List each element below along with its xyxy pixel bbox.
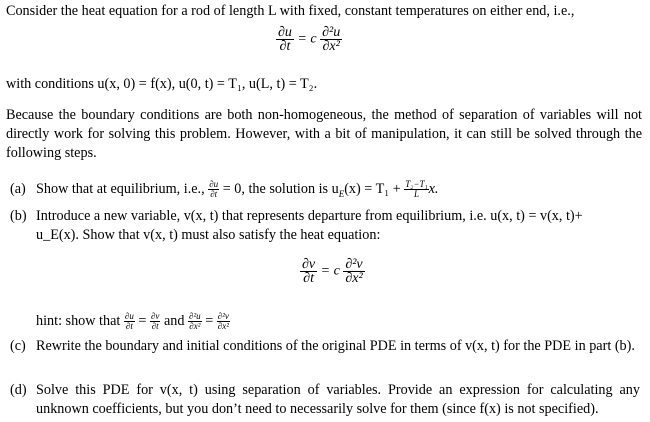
dvdt-fraction xyxy=(300,258,317,285)
item-b-line1: Introduce a new variable, v(x, t) that represents departure from equilibrium, i.e. u(x, t) = v(x, t)+ xyxy=(36,208,583,224)
hint-d1: ∂t xyxy=(125,321,133,332)
eq1-lhs-num: ∂u xyxy=(278,25,292,40)
item-b-line2: u_E(x). Show that v(x, t) must also satisfy the heat equation: xyxy=(36,227,381,243)
item-a-label: (a) xyxy=(10,181,26,197)
hint-pre: hint: show that xyxy=(36,313,124,329)
item-a-body xyxy=(36,180,640,204)
eq2-rhs-den: ∂x² xyxy=(345,271,363,286)
hint-frac-1 xyxy=(124,312,135,331)
eq1-rhs-num: ∂²u xyxy=(322,25,341,40)
item-a-mid2: (x) = T₁ + xyxy=(344,181,405,197)
d2udx2-fraction xyxy=(320,26,342,53)
item-b xyxy=(10,207,640,245)
item-a-mid: = 0, the solution is u xyxy=(219,181,339,197)
item-a-fnum: T₂−T₁ xyxy=(405,179,428,190)
item-b-label: (b) xyxy=(10,208,27,224)
hint-frac-3 xyxy=(188,312,202,331)
hint-frac-4 xyxy=(217,312,230,331)
item-d-label: (d) xyxy=(10,382,27,398)
eq2-equals-c: = c xyxy=(320,263,340,279)
hint-text xyxy=(36,312,230,331)
item-a-post: x. xyxy=(428,181,439,197)
hint-frac-2 xyxy=(150,312,160,331)
item-a-slope-fraction xyxy=(404,180,428,199)
item-a-sub: E xyxy=(338,188,345,199)
intro-text: Consider the heat equation for a rod of length L with fixed, constant temperatures on either end, i.e., xyxy=(6,3,575,19)
item-b-body xyxy=(36,207,640,245)
eq2-lhs-den: ∂t xyxy=(303,271,314,286)
heat-equation-v xyxy=(300,258,365,285)
item-c-body: Rewrite the boundary and initial conditions of the original PDE in terms of v(x, t) for the PDE in part (b). xyxy=(36,338,635,354)
hint-n4: ∂²v xyxy=(217,311,229,322)
item-d xyxy=(10,381,640,419)
eq2-lhs-num: ∂v xyxy=(302,257,316,272)
eq1-equals-c: = c xyxy=(297,31,317,47)
item-a-fden: L xyxy=(413,189,419,200)
item-a-dnum: ∂u xyxy=(209,179,219,190)
item-c xyxy=(10,337,640,356)
item-a-derivative xyxy=(208,180,219,199)
hint-and: and xyxy=(160,313,188,329)
hint-n1: ∂u xyxy=(124,311,134,322)
item-a-dden: ∂t xyxy=(210,189,218,200)
hint-d3: ∂x² xyxy=(189,321,201,332)
item-d-body: Solve this PDE for v(x, t) using separation of variables. Provide an expression for calculating any unknown coefficients, but you don’t need to necessarily solve for them (since f(x) is not specified). xyxy=(36,382,640,417)
d2vdx2-fraction xyxy=(343,258,364,285)
dudt-fraction xyxy=(276,26,294,53)
hint-eq-a: = xyxy=(134,313,150,329)
item-a xyxy=(10,180,640,204)
eq2-rhs-num: ∂²v xyxy=(345,257,363,272)
eq1-lhs-den: ∂t xyxy=(279,39,291,54)
item-c-label: (c) xyxy=(10,338,26,354)
item-a-pre: Show that at equilibrium, i.e., xyxy=(36,181,209,197)
hint-n3: ∂²u xyxy=(189,311,201,322)
hint-n2: ∂v xyxy=(150,311,160,322)
method-paragraph: Because the boundary conditions are both non-homogeneous, the method of separation of variables will not directly work for solving this problem. However, with a bit of manipulation, it can still be solved through the following steps. xyxy=(6,107,642,161)
hint-d2: ∂t xyxy=(151,321,159,332)
hint-d4: ∂x² xyxy=(217,321,229,332)
conditions-text: with conditions u(x, 0) = f(x), u(0, t) = T₁, u(L, t) = T₂. xyxy=(6,76,318,92)
heat-equation-u xyxy=(276,26,342,53)
eq1-rhs-den: ∂x² xyxy=(322,39,340,54)
hint-eq-b: = xyxy=(201,313,217,329)
